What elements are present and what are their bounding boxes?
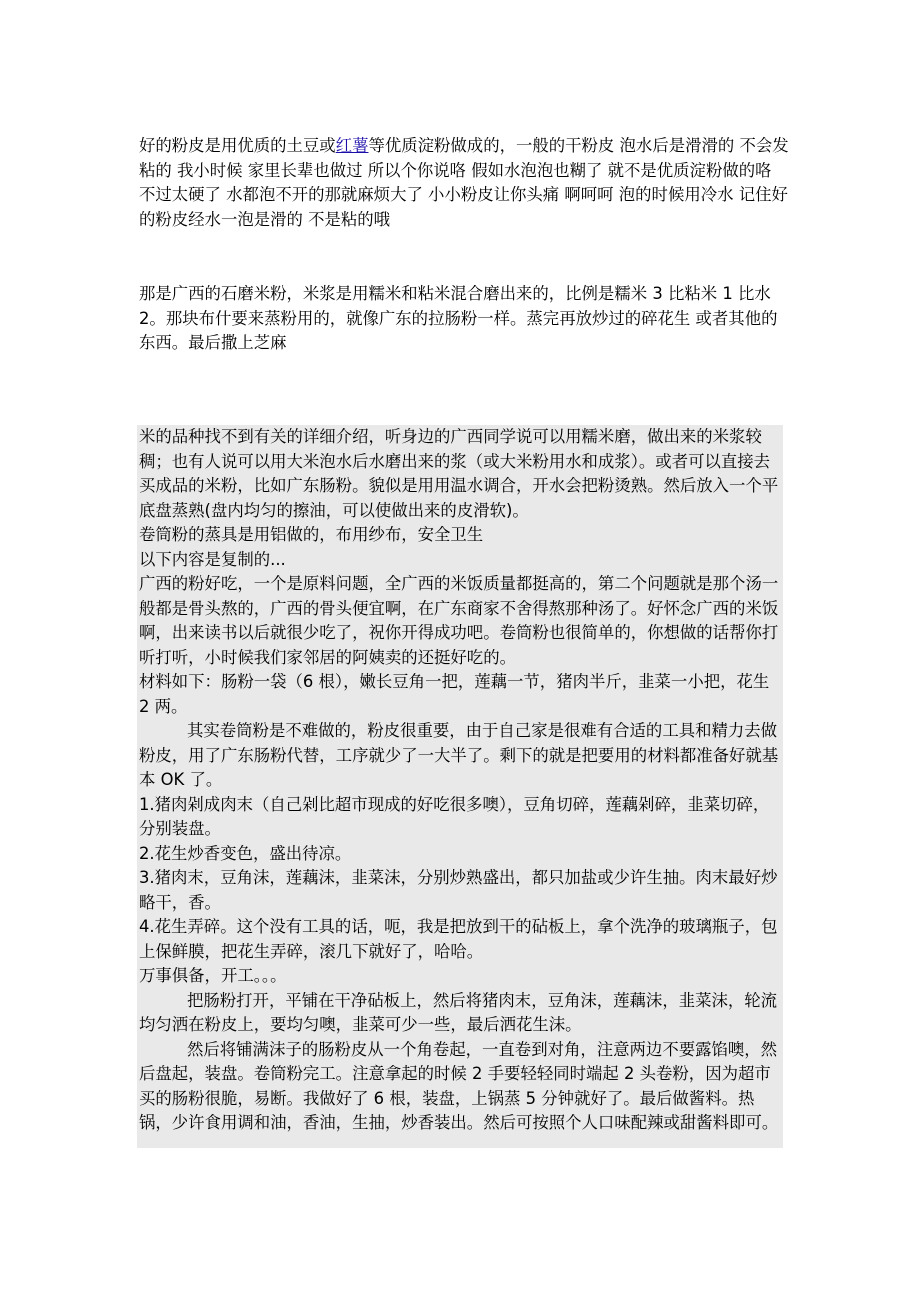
shaded-paragraph-steamer: 卷筒粉的蒸具是用铝做的，布用纱布，安全卫生 <box>139 525 484 544</box>
step-2: 2.花生炒香变色，盛出待凉。 <box>139 843 352 863</box>
shaded-paragraph-copied-note: 以下内容是复制的... <box>139 549 286 569</box>
hongshu-link[interactable]: 红薯 <box>335 136 369 155</box>
shaded-paragraph-guangxi: 广西的粉好吃，一个是原料问题，全广西的米饭质量都挺高的，第二个问题就是那个汤一般都是骨头熬的，广西的骨头便宜啊，在广东商家不舍得熬那种汤了。好怀念广西的米饭啊，出来读书以后就很少吃了，祝你开得成功吧。卷筒粉也很简单的，你想做的话帮你打听打听，小时候我们家邻居的阿姨卖的还挺好吃的。 <box>139 574 779 667</box>
second-paragraph: 那是广西的石磨米粉，米浆是用糯米和粘米混合磨出来的，比例是糯米 3 比粘米 1 比水 2。那块布什要来蒸粉用的，就像广东的拉肠粉一样。蒸完再放炒过的碎花生 或者其他的东西。最后撒上芝麻 <box>139 284 778 352</box>
step-3: 3.猪肉末，豆角沫，莲藕沫，韭菜沫，分别炒熟盛出，都只加盐或少许生抽。肉末最好炒略干，香。 <box>139 868 778 912</box>
shaded-paragraph-ingredients: 材料如下：肠粉一袋（6 根），嫩长豆角一把，莲藕一节，猪肉半斤，韭菜一小把，花生 2 两。 <box>139 672 770 716</box>
step-4: 4.花生弄碎。这个没有工具的话，呃，我是把放到干的砧板上，拿个洗净的玻璃瓶子，包上保鲜膜，把花生弄碎，滚几下就好了，哈哈。 <box>139 917 778 961</box>
intro-text-before-link: 好的粉皮是用优质的土豆或 <box>139 136 336 155</box>
intro-text-after-link: 等优质淀粉做成的，一般的干粉皮 泡水后是滑滑的 不会发粘的 我小时候 家里长辈也做过 所以个你说咯 假如水泡泡也糊了 就不是优质淀粉做的咯 不过太硬了 水都泡不开的那就麻烦大了 小小粉皮让你头痛 啊呵呵 泡的时候用冷水 记住好的粉皮经水一泡是滑的 不是粘的哦 <box>139 136 789 229</box>
shaded-text-block <box>137 425 783 1148</box>
shaded-paragraph-spread: 把肠粉打开，平铺在干净砧板上，然后将猪肉末，豆角沫，莲藕沫，韭菜沫，轮流均匀洒在粉皮上，要均匀噢，韭菜可少一些，最后洒花生沫。 <box>139 990 778 1034</box>
intro-paragraph <box>139 134 789 232</box>
shaded-paragraph-intro-method: 其实卷筒粉是不难做的，粉皮很重要，由于自己家是很难有合适的工具和精力去做粉皮，用了广东肠粉代替，工序就少了一大半了。剩下的就是把要用的材料都准备好就基本 OK 了。 <box>139 721 779 789</box>
shaded-paragraph-rice: 米的品种找不到有关的详细介绍，听身边的广西同学说可以用糯米磨，做出来的米浆较稠；也有人说可以用大米泡水后水磨出来的浆（或大米粉用水和成浆）。或者可以直接去买成品的米粉，比如广东肠粉。貌似是用用温水调合，开水会把粉烫熟。然后放入一个平底盘蒸熟(盘内均匀的擦油，可以使做出来的皮滑软)。 <box>139 427 779 520</box>
shaded-paragraph-start: 万事俱备，开工。。。 <box>139 966 287 985</box>
step-1: 1.猪肉剁成肉末（自己剁比超市现成的好吃很多噢），豆角切碎，莲藕剁碎，韭菜切碎，分别装盘。 <box>139 794 770 838</box>
shaded-paragraph-roll: 然后将铺满沫子的肠粉皮从一个角卷起，一直卷到对角，注意两边不要露馅噢，然后盘起，装盘。卷筒粉完工。注意拿起的时候 2 手要轻轻同时端起 2 头卷粉，因为超市买的肠粉很脆，易断。我做好了 6 根，装盘，上锅蒸 5 分钟就好了。最后做酱料。热锅，少许食用调和油，香油，生抽，炒香装出。然后可按照个人口味配辣或甜酱料即可。 <box>139 1039 779 1132</box>
